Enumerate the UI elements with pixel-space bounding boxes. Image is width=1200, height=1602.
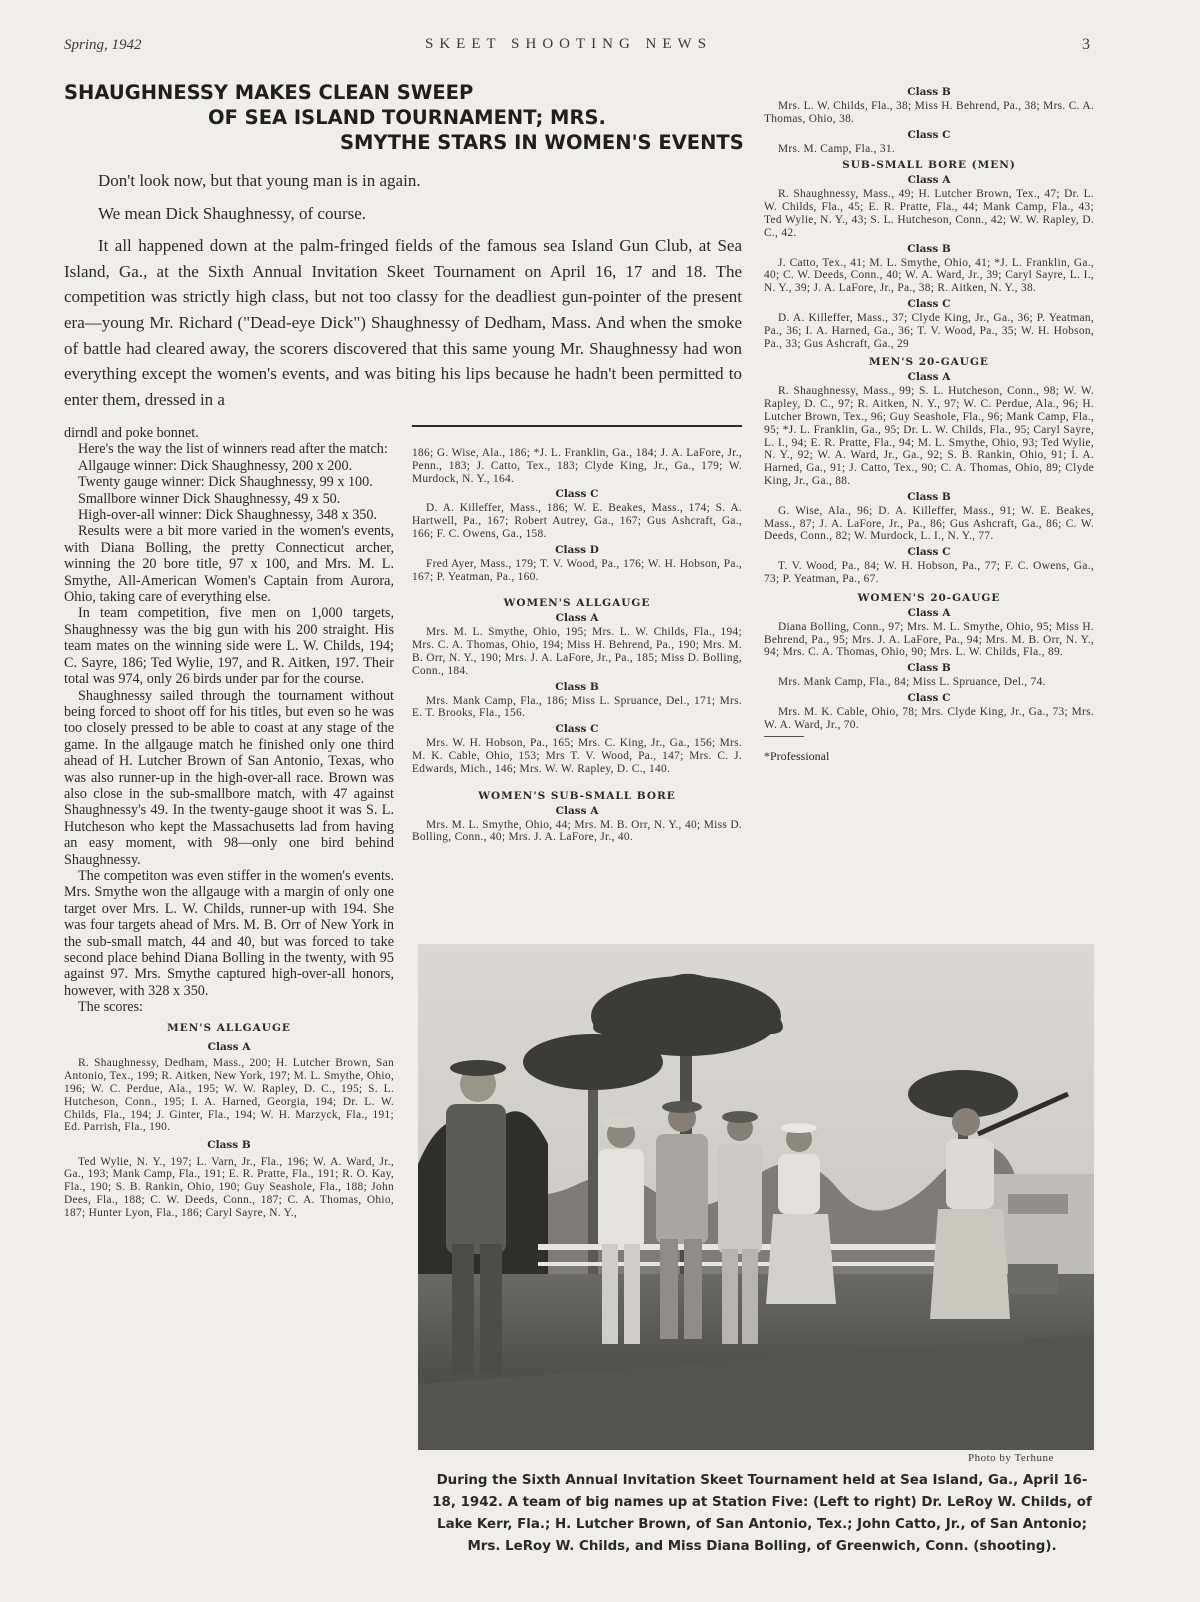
photo-caption: During the Sixth Annual Invitation Skeet Tournament held at Sea Island, Ga., April 16-18, 1942. A team of big names up at Station Five: (Left to right) Dr. LeRoy W. Childs, of Lake Kerr, Fla.; H. Lutcher Brown, of San Antonio, Tex.; John Catto, Jr., of San Antonio; Mrs. LeRoy W. Childs, and Miss Diana Bolling, of Greenwich, Conn. (shooting). xyxy=(432,1473,1092,1554)
body-paragraph: High-over-all winner: Dick Shaughnessy, 348 x 350. xyxy=(78,507,378,524)
score-list: Fred Ayer, Mass., 179; T. V. Wood, Pa., 176; W. H. Hobson, Pa., 167; P. Yeatman, Pa., 160. xyxy=(412,557,742,583)
headline-line-3: SMYTHE STARS IN WOMEN'S EVENTS xyxy=(340,131,744,154)
page-number: 3 xyxy=(1082,36,1090,53)
section-heading-mens-20-gauge: MEN'S 20-GAUGE xyxy=(869,356,989,369)
score-list: Mrs. M. L. Smythe, Ohio, 44; Mrs. M. B. Orr, N. Y., 40; Miss D. Bolling, Conn., 40; Mrs. J. A. LaFore, Jr., 40. xyxy=(412,818,742,844)
lead-paragraph: Don't look now, but that young man is in again. xyxy=(98,171,421,190)
class-heading: Class C xyxy=(907,691,951,704)
headline-line-1: SHAUGHNESSY MAKES CLEAN SWEEP xyxy=(64,81,474,104)
score-list: Mrs. Mank Camp, Fla., 84; Miss L. Spruance, Del., 74. xyxy=(778,676,1046,689)
class-heading: Class A xyxy=(907,606,951,619)
score-list: G. Wise, Ala., 96; D. A. Killeffer, Mass., 91; W. E. Beakes, Mass., 87; J. A. LaFore, Jr., Pa., 86; Gus Ashcraft, Ga., 86; C. W. Deeds, Conn., 82; W. Murdock, L. I., N. Y., 77. xyxy=(764,504,1094,543)
class-heading: Class C xyxy=(555,723,599,736)
headline-line-2: OF SEA ISLAND TOURNAMENT; MRS. xyxy=(208,106,606,129)
score-list: D. A. Killeffer, Mass., 186; W. E. Beakes, Mass., 174; S. A. Hartwell, Pa., 167; Robert Autrey, Ga., 167; Gus Ashcraft, Ga., 166; F. C. Owens, Ga., 158. xyxy=(412,502,742,540)
footnote: *Professional xyxy=(764,748,830,763)
body-paragraph: Allgauge winner: Dick Shaughnessy, 200 x 200. xyxy=(78,457,353,474)
class-heading: Class A xyxy=(907,174,951,187)
class-heading: Class A xyxy=(555,804,599,817)
class-heading: Class C xyxy=(907,297,951,310)
body-paragraph: Shaughnessy sailed through the tournament without being forced to shoot off for his titles, but even so he was too closely pressed to be able to coast at any stage of the game. In the allgauge match he finished only one third ahead of H. Lutcher Brown of San Antonio, Texas, who was also runner-up in the high-over-all race. Brown was also close in the sub-smallbore match, with 47 against Shaughnessy's 49. In the twenty-gauge shoot it was S. L. Hutcheson who kept the Massachusetts lad from having an easy moment, with 98—only one bird behind Shaughnessy. xyxy=(64,687,394,868)
score-list: Mrs. W. H. Hobson, Pa., 165; Mrs. C. King, Jr., Ga., 156; Mrs. M. K. Cable, Ohio, 153; Mrs T. V. Wood, Pa., 147; Mrs. C. J. Edwards, Mich., 146; Mrs. W. W. Rapley, D. C., 140. xyxy=(412,737,742,775)
class-heading: Class D xyxy=(555,543,599,556)
body-paragraph: The scores: xyxy=(78,999,144,1016)
body-paragraph: The competiton was even stiffer in the women's events. Mrs. Smythe won the allgauge with a margin of only one target over Mrs. L. W. Childs, runner-up with 194. She was four targets ahead of Mrs. M. B. Orr of New York in the sub-small match, 44 and 40, but was forced to take second place behind Diana Bolling in the twenty, with 95 against 97. Mrs. Smythe captured high-over-all honors, however, with 328 x 350. xyxy=(64,867,394,999)
score-list: Mrs. M. K. Cable, Ohio, 78; Mrs. Clyde King, Jr., Ga., 73; Mrs. W. A. Ward, Jr., 70. xyxy=(764,705,1094,731)
lead-paragraphs xyxy=(64,168,742,419)
score-list: Mrs. Mank Camp, Fla., 186; Miss L. Spruance, Del., 171; Mrs. E. T. Brooks, Fla., 156. xyxy=(412,694,742,720)
class-heading: Class B xyxy=(207,1139,251,1152)
score-list: D. A. Killeffer, Mass., 37; Clyde King, Jr., Ga., 36; P. Yeatman, Pa., 36; I. A. Harned, Ga., 36; T. V. Wood, Pa., 35; W. H. Hobson, Pa., 33; Gus Ashcraft, Ga., 29 xyxy=(764,311,1094,350)
score-list: Ted Wylie, N. Y., 197; L. Varn, Jr., Fla., 196; W. A. Ward, Jr., Ga., 193; Mank Camp, Fla., 191; E. R. Pratte, Fla., 191; R. O. Kay, Fla., 190; S. B. Rankin, Ohio, 190; Guy Seashole, Fla., 188; John Dees, Fla., 188; C. W. Deeds, Conn., 187; C. A. Thomas, Ohio, 187; Hunter Lyon, Fla., 186; Caryl Sayre, N. Y., xyxy=(64,1155,394,1219)
body-paragraph: Smallbore winner Dick Shaughnessy, 49 x 50. xyxy=(78,490,341,507)
class-heading: Class C xyxy=(907,128,951,141)
score-list: Mrs. M. Camp, Fla., 31. xyxy=(778,142,896,155)
class-heading: Class C xyxy=(907,546,951,559)
score-list: 186; G. Wise, Ala., 186; *J. L. Franklin, Ga., 184; J. A. LaFore, Jr., Penn., 183; J. Catto, Tex., 183; Clyde King, Jr., Ga., 179; W. Murdock, N. Y., 164. xyxy=(412,447,742,485)
score-list: Mrs. M. L. Smythe, Ohio, 195; Mrs. L. W. Childs, Fla., 194; Mrs. C. A. Thomas, Ohio, 194; Miss H. Behrend, Pa., 190; Mrs. M. B. Orr, N. Y., 190; Mrs. J. A. LaFore, Jr., Pa., 185; Miss D. Bolling, Conn., 184. xyxy=(412,626,742,677)
class-heading: Class B xyxy=(907,490,951,503)
body-paragraph: Twenty gauge winner: Dick Shaughnessy, 99 x 100. xyxy=(78,474,373,491)
section-heading-womens-allgauge: WOMEN'S ALLGAUGE xyxy=(503,597,651,610)
score-list: R. Shaughnessy, Mass., 99; S. L. Hutcheson, Conn., 98; W. W. Rapley, D. C., 97; R. Aitken, N. Y., 97; W. C. Perdue, Ala., 96; H. Lutcher Brown, Tex., 96; Guy Seashole, Fla., 96; Mank Camp, Fla., 95; *J. L. Franklin, Ga., 95; Dr. L. W. Childs, Fla., 95; Caryl Sayre, L. I., 94; E. R. Pratte, Fla., 94; M. L. Smythe, Ohio, 93; Ted Wylie, N. Y., 92; W. A. Ward, Jr., Ga., 92; S. B. Rankin, Ohio, 91; I. A. Harned, Ga., 91; J. Catto, Tex., 90; C. A. Thomas, Ohio, 89; Clyde King, Jr., Ga., 88. xyxy=(764,385,1094,487)
body-paragraph: Here's the way the list of winners read after the match: xyxy=(78,441,388,458)
footnote-rule xyxy=(764,736,804,737)
class-heading: Class B xyxy=(907,86,951,98)
article-headline xyxy=(64,80,754,155)
class-heading: Class A xyxy=(207,1041,251,1054)
column-divider-rule xyxy=(412,425,742,427)
magazine-title: SKEET SHOOTING NEWS xyxy=(425,36,713,52)
section-heading-womens-20-gauge: WOMEN'S 20-GAUGE xyxy=(857,591,1001,604)
class-heading: Class C xyxy=(555,488,599,501)
score-list: R. Shaughnessy, Dedham, Mass., 200; H. Lutcher Brown, San Antonio, Tex., 199; R. Aitken, New York, 197; M. L. Smythe, Ohio, 196; W. C. Perdue, Ala., 195; W. W. Rapley, D. C., 195; S. L. Hutcheson, Conn., 195; I. A. Harned, Georgia, 194; Dr. L. W. Childs, Fla., 194; J. Ginter, Fla., 194; W. H. Marzyck, Fla., 191; Ed. Parrish, Fla., 190. xyxy=(64,1057,394,1134)
tournament-photo xyxy=(418,944,1094,1450)
score-list: R. Shaughnessy, Mass., 49; H. Lutcher Brown, Tex., 47; Dr. L. W. Childs, Fla., 45; E. R. Pratte, Fla., 44; Mank Camp, Fla., 43; Ted Wylie, N. Y., 43; S. L. Hutcheson, Conn., 42; W. W. Rapley, D. C., 42. xyxy=(764,188,1094,239)
class-heading: Class B xyxy=(555,680,599,693)
score-list: Mrs. L. W. Childs, Fla., 38; Miss H. Behrend, Pa., 38; Mrs. C. A. Thomas, Ohio, 38. xyxy=(764,100,1094,125)
class-heading: Class B xyxy=(907,242,951,255)
class-heading: Class A xyxy=(907,371,951,384)
issue-date: Spring, 1942 xyxy=(64,37,142,53)
class-heading: Class B xyxy=(907,662,951,675)
score-list: T. V. Wood, Pa., 84; W. H. Hobson, Pa., 77; F. C. Owens, Ga., 73; P. Yeatman, Pa., 67. xyxy=(764,560,1094,585)
left-column xyxy=(64,425,394,1220)
middle-column xyxy=(412,447,742,844)
score-list: J. Catto, Tex., 41; M. L. Smythe, Ohio, 41; *J. L. Franklin, Ga., 40; C. W. Deeds, Conn., 40; W. A. Ward, Jr., 39; Caryl Sayre, L. I., N. Y., 39; J. A. LaFore, Jr., Pa., 38; R. Aitken, N. Y., 38. xyxy=(764,256,1094,295)
section-heading-mens-allgauge: MEN'S ALLGAUGE xyxy=(167,1021,291,1034)
lead-paragraph: We mean Dick Shaughnessy, of course. xyxy=(98,203,367,223)
right-column xyxy=(764,83,1094,764)
section-heading-mens-subsmall: SUB-SMALL BORE (MEN) xyxy=(842,159,1016,172)
lead-continuation: dirndl and poke bonnet. xyxy=(64,425,199,441)
photo-credit: Photo by Terhune xyxy=(968,1452,1054,1464)
section-heading-womens-subsmall: WOMEN'S SUB-SMALL BORE xyxy=(478,789,676,802)
lead-paragraph: It all happened down at the palm-fringed fields of the famous sea Island Gun Club, at Sea Island, Ga., at the Sixth Annual Invitation Skeet Tournament on April 16, 17 and 18. The competition was strictly high class, but not too classy for the deadliest gun-pointer of the present era—young Mr. Richard ("Dead-eye Dick") Shaughnessy of Dedham, Mass. And when the smoke of battle had cleared away, the scorers discovered that this same young Mr. Shaughnessy had won everything except the women's events, and was biting his lips because he hadn't been permitted to enter them, dressed in a xyxy=(64,236,742,409)
body-paragraph: Results were a bit more varied in the women's events, with Diana Bolling, the pretty Connecticut archer, winning the 20 bore title, 97 x 100, and Mrs. M. L. Smythe, All-American Women's Captain from Aurora, Ohio, taking care of everything else. xyxy=(64,523,394,606)
photo-illustration xyxy=(418,944,1094,1450)
body-paragraph: In team competition, five men on 1,000 targets, Shaughnessy was the big gun with his 200 straight. His team mates on the winning side were L. W. Childs, 194; C. Sayre, 186; Ted Wylie, 197, and R. Aitken, 197. Their total was 974, only 26 birds under par for the course. xyxy=(64,605,394,688)
score-list: Diana Bolling, Conn., 97; Mrs. M. L. Smythe, Ohio, 95; Miss H. Behrend, Pa., 95; Mrs. J. A. LaFore, Pa., 94; Mrs. M. B. Orr, N. Y., 94; Mrs. C. A. Thomas, Ohio, 90; Mrs. L. W. Childs, Fla., 89. xyxy=(764,620,1094,659)
class-heading: Class A xyxy=(555,612,599,625)
